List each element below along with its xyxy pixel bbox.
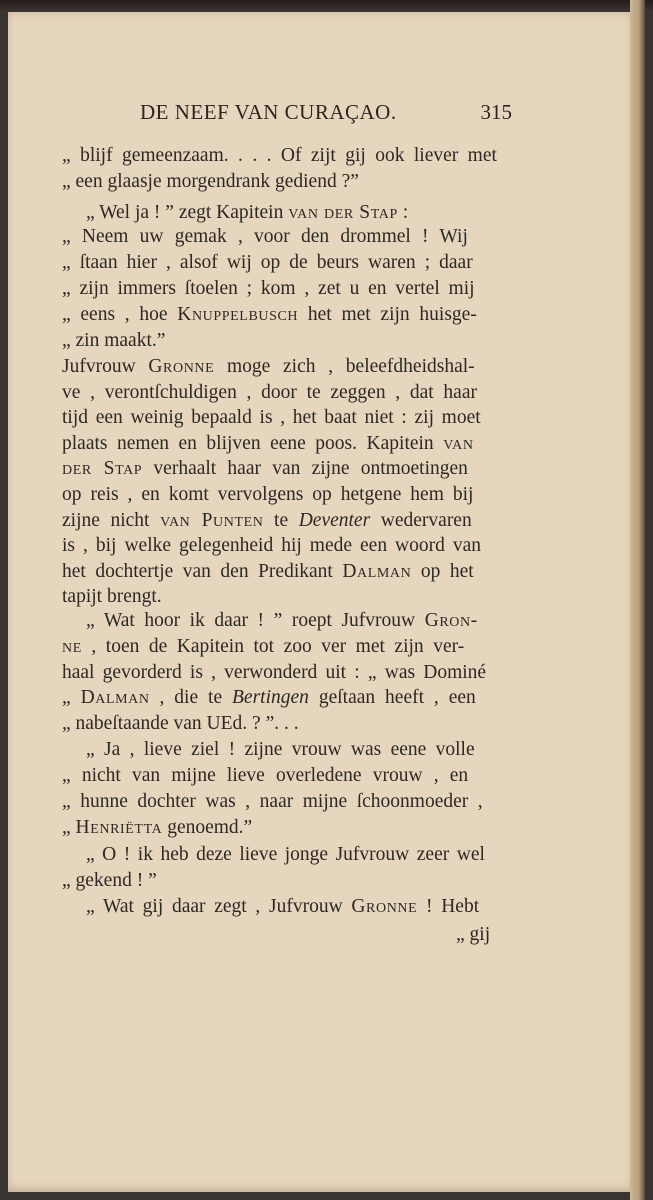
text-line xyxy=(62,169,359,195)
text-line xyxy=(86,894,479,920)
page-edge xyxy=(630,0,645,1200)
running-head xyxy=(140,100,512,130)
text-run: „ hunne dochter was , naar mijne ſchoonmoeder , xyxy=(62,791,483,812)
text-run: „ zijn immers ſtoelen ; kom , zet u en vertel mij xyxy=(62,278,475,299)
text-run: genoemd.” xyxy=(162,817,253,838)
text-run: „ ſtaan hier , alsof wij op de beurs waren ; daar xyxy=(62,252,473,273)
top-edge xyxy=(0,0,653,12)
text-line xyxy=(62,302,477,328)
text-line xyxy=(86,608,478,634)
page-number: 315 xyxy=(480,100,512,124)
text-run: moge zich , beleefdheidshal- xyxy=(214,356,475,377)
small-caps-name: Gronne xyxy=(351,896,418,917)
text-run: zijne nicht xyxy=(62,510,161,531)
text-run: „ blijf gemeenzaam. . . . Of zijt gij ook liever met xyxy=(62,145,497,166)
text-run: „ nicht van mijne lieve overledene vrouw , en xyxy=(62,765,469,786)
small-caps-name: van xyxy=(443,433,474,454)
text-run: op het xyxy=(411,561,474,582)
small-caps-name: Gron- xyxy=(424,610,478,631)
text-run: plaats nemen en blijven eene poos. Kapitein xyxy=(62,433,444,454)
text-run: , toen de Kapitein tot zoo ver met zijn ver- xyxy=(81,636,465,657)
small-caps-name: ne xyxy=(62,636,82,657)
text-run: verhaalt haar van zijne ontmoetingen xyxy=(142,458,468,479)
small-caps-name: van Punten xyxy=(160,510,264,531)
text-line xyxy=(62,380,477,406)
small-caps-name: van der Stap xyxy=(288,202,398,223)
text-run: „ gekend ! ” xyxy=(62,870,157,891)
small-caps-name: Dalman xyxy=(342,561,412,582)
text-line xyxy=(62,143,497,169)
text-run: „ gij xyxy=(456,924,491,945)
text-line xyxy=(62,868,157,894)
small-caps-name: Henriëtta xyxy=(75,817,163,838)
text-line xyxy=(62,685,476,711)
text-line xyxy=(62,634,464,660)
text-line xyxy=(62,405,481,431)
small-caps-name: Gronne xyxy=(148,356,215,377)
text-line xyxy=(62,559,474,585)
text-run: tapijt brengt. xyxy=(62,586,162,607)
small-caps-name: der Stap xyxy=(62,458,143,479)
text-line xyxy=(62,815,252,841)
text-line xyxy=(62,584,162,610)
text-run: het met zijn huisge- xyxy=(298,304,477,325)
text-line xyxy=(62,276,475,302)
text-run: Jufvrouw xyxy=(62,356,149,377)
text-run: te xyxy=(263,510,299,531)
text-line xyxy=(86,842,485,868)
text-line xyxy=(62,456,468,482)
text-run: „ Neem uw gemak , voor den drommel ! Wij xyxy=(62,226,468,247)
text-line xyxy=(62,711,299,737)
text-run: „ Wel ja ! ” zegt Kapitein xyxy=(86,202,289,223)
text-run: „ nabeſtaande van UEd. ? ”. . . xyxy=(62,713,299,734)
text-run: op reis , en komt vervolgens op hetgene hem bij xyxy=(62,484,474,505)
text-run: „ xyxy=(62,817,76,838)
text-line xyxy=(62,789,483,815)
small-caps-name: Dalman xyxy=(80,687,150,708)
text-run: is , bij welke gelegenheid hij mede een woord van xyxy=(62,535,482,556)
text-run: tijd een weinig bepaald is , het baat niet : zij moet xyxy=(62,407,481,428)
text-run: , die te xyxy=(149,687,233,708)
text-line xyxy=(456,922,490,948)
text-line xyxy=(62,354,475,380)
small-caps-name: Knuppelbusch xyxy=(177,304,299,325)
text-line xyxy=(62,482,473,508)
text-run: „ zin maakt.” xyxy=(62,330,166,351)
text-run: „ Wat gij daar zegt , Jufvrouw xyxy=(86,896,352,917)
text-line xyxy=(62,328,165,354)
text-run: geſtaan heeft , een xyxy=(308,687,476,708)
text-line xyxy=(62,533,481,559)
text-line xyxy=(62,508,472,534)
text-line xyxy=(62,250,473,276)
text-line xyxy=(62,660,486,686)
text-run: „ een glaasje morgendrank gediend ?” xyxy=(62,171,359,192)
text-line xyxy=(62,431,474,457)
text-line xyxy=(86,200,408,226)
text-run: ! Hebt xyxy=(417,896,480,917)
text-run: „ xyxy=(62,687,81,708)
text-run: „ O ! ik heb deze lieve jonge Jufvrouw zeer wel xyxy=(86,844,485,865)
running-head-title: DE NEEF VAN CURAÇAO. xyxy=(140,100,397,124)
text-run: : xyxy=(397,202,409,223)
text-run: „ eens , hoe xyxy=(62,304,178,325)
text-run: het dochtertje van den Predikant xyxy=(62,561,343,582)
text-run: wedervaren xyxy=(370,510,472,531)
text-line xyxy=(62,763,468,789)
text-run: ve , verontſchuldigen , door te zeggen , dat haar xyxy=(62,382,477,403)
text-run: haal gevorderd is , verwonderd uit : „ was Dominé xyxy=(62,662,487,683)
text-run: „ Wat hoor ik daar ! ” roept Jufvrouw xyxy=(86,610,425,631)
italic-place-name: Bertingen xyxy=(232,687,309,708)
text-run: „ Ja , lieve ziel ! zijne vrouw was eene volle xyxy=(86,739,475,760)
text-line xyxy=(86,737,475,763)
italic-place-name: Deventer xyxy=(298,510,371,531)
text-line xyxy=(62,224,468,250)
